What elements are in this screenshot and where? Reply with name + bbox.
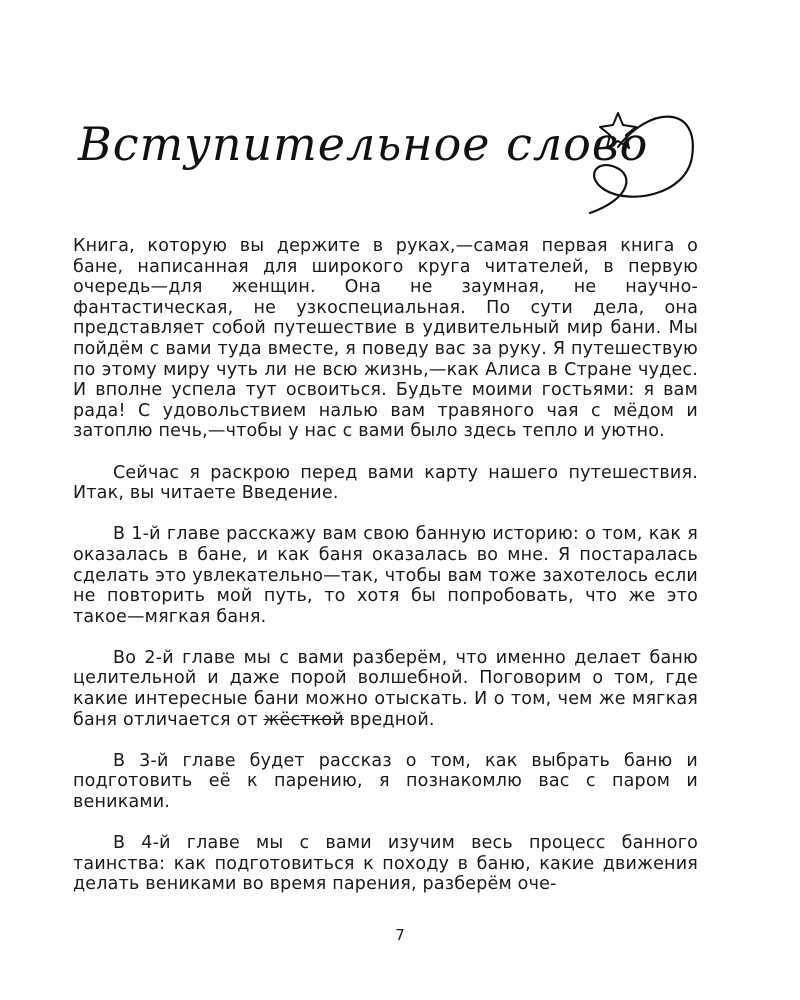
paragraph-map: Сейчас я раскрою перед вами карту нашего путешествия. Итак, вы читаете Введение. xyxy=(73,462,698,504)
body-text xyxy=(73,236,698,916)
page-title: Вступительное слово xyxy=(78,117,649,171)
page-number: 7 xyxy=(395,926,405,944)
paragraph-chapter-2-end: вредной. xyxy=(343,709,435,730)
paragraph-chapter-3: В 3-й главе будет рассказ о том, как выбрать баню и подготовить её к парению, я познакомлю вас с паром и вениками. xyxy=(73,750,698,813)
struck-word: жёсткой xyxy=(263,709,344,730)
paragraph-chapter-2-text: Во 2-й главе мы с вами разберём, что именно делает баню целительной и даже порой волшебной. Поговорим о том, где какие интересные бани можно отыскать. И о том, чем же мягкая баня отличается от xyxy=(73,647,698,730)
paragraph-chapter-2 xyxy=(73,648,698,730)
paragraph-chapter-4: В 4-й главе мы с вами изучим весь процесс банного таинства: как подготовиться к походу в баню, какие движения делать вениками во время парения, разберём оче- xyxy=(73,833,698,895)
paragraph-intro: Книга, которую вы держите в руках,—самая первая книга о бане, написанная для широкого круга читателей, в первую очередь—для женщин. Она не заумная, не научно-фантастическая, не узкоспециальная. По сути дела, она представляет собой путешествие в удивительный мир бани. Мы пойдём с вами туда вместе, я поведу вас за руку. Я путешествую по этому миру чуть ли не всю жизнь,—как Алиса в Стране чудес. И вполне успела тут освоиться. Будьте моими гостьями: я вам рада! С удовольствием налью вам травяного чая с мёдом и затоплю печь,—чтобы у нас с вами было здесь тепло и уютно. xyxy=(73,236,698,442)
chapter-heading xyxy=(70,95,710,225)
paragraph-chapter-1: В 1-й главе расскажу вам свою банную историю: о том, как я оказалась в бане, и как баня оказалась во мне. Я постаралась сделать это увлекательно—так, чтобы вам тоже захотелось если не повторить мой путь, то хотя бы попробовать, что же это такое—мягкая баня. xyxy=(73,524,698,627)
